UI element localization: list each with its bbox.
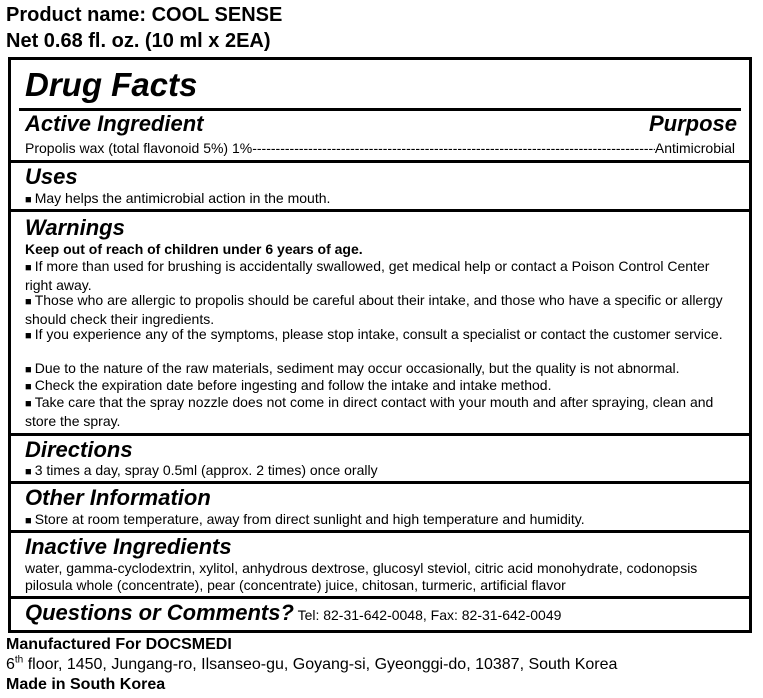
questions-contact: Tel: 82-31-642-0048, Fax: 82-31-642-0049 [297,607,562,623]
inactive-ingredients-list: water, gamma-cyclodextrin, xylitol, anhydrous dextrose, glucosyl steviol, citric acid monohydrate, codonopsis pilosula whole (concentrate), pear (concentrate) juice, chitosan, turmeric, artificial flavor [25,560,698,593]
uses-item: ■ May helps the antimicrobial action in the mouth. [25,190,735,209]
product-header [6,2,282,54]
warning-item: ■ Take care that the spray nozzle does not come in direct contact with your mouth and after spraying, clean and store the spray. [25,394,735,430]
directions-section [19,436,741,481]
warning-item: ■ If more than used for brushing is accidentally swallowed, get medical help or contact a Poison Control Center right away. [25,258,735,294]
questions-heading: Questions or Comments? [25,600,294,625]
uses-heading: Uses [25,164,78,189]
questions-line [25,601,561,627]
active-ingredient-line [25,140,735,157]
net-quantity: Net 0.68 fl. oz. (10 ml x 2EA) [6,30,271,52]
other-information-heading: Other Information [25,485,211,510]
manufacturer-address [6,655,617,675]
drug-facts-title-section [19,60,741,108]
manufacturer-footer [6,635,617,695]
warning-item: ■ Check the expiration date before ingesting and follow the intake and intake method. [25,377,735,396]
active-ingredient-section [19,111,741,160]
inactive-ingredients-section [19,533,741,596]
made-in: Made in South Korea [6,676,166,693]
active-ingredient-name: Propolis wax (total flavonoid 5%) 1% [25,140,253,156]
address-rest: floor, 1450, Jungang-ro, Ilsanseo-gu, Goyang-si, Gyeonggi-do, 10387, South Korea [23,656,618,673]
directions-heading: Directions [25,437,133,462]
warnings-heading: Warnings [25,215,125,240]
active-ingredient-heading: Active Ingredient [25,111,204,136]
warning-item: ■ If you experience any of the symptoms, please stop intake, consult a specialist or contact the customer service. [25,326,735,345]
active-ingredient-purpose: Antimicrobial [654,140,735,156]
directions-item: ■ 3 times a day, spray 0.5ml (approx. 2 times) once orally [25,462,735,481]
warning-item: ■ Due to the nature of the raw materials, sediment may occur occasionally, but the quality is not abnormal. [25,360,735,379]
other-information-section [19,484,741,530]
other-information-item: ■ Store at room temperature, away from direct sunlight and high temperature and humidity. [25,511,735,530]
purpose-heading: Purpose [648,111,737,136]
product-name: Product name: COOL SENSE [6,4,283,26]
drug-facts-panel [8,57,752,633]
leader-dashes [252,140,655,157]
questions-section [19,599,741,630]
manufactured-for: Manufactured For DOCSMEDI [6,636,232,653]
warnings-section [19,212,741,433]
warning-item: ■ Those who are allergic to propolis should be careful about their intake, and those who have a specific or allergy should check their ingredients. [25,292,735,328]
uses-section [19,163,741,209]
warnings-keep-out: Keep out of reach of children under 6 years of age. [25,241,363,257]
address-floor-suffix: th [14,654,24,666]
drug-facts-title: Drug Facts [25,66,198,103]
address-floor-number: 6 [6,656,15,673]
inactive-ingredients-heading: Inactive Ingredients [25,534,232,559]
